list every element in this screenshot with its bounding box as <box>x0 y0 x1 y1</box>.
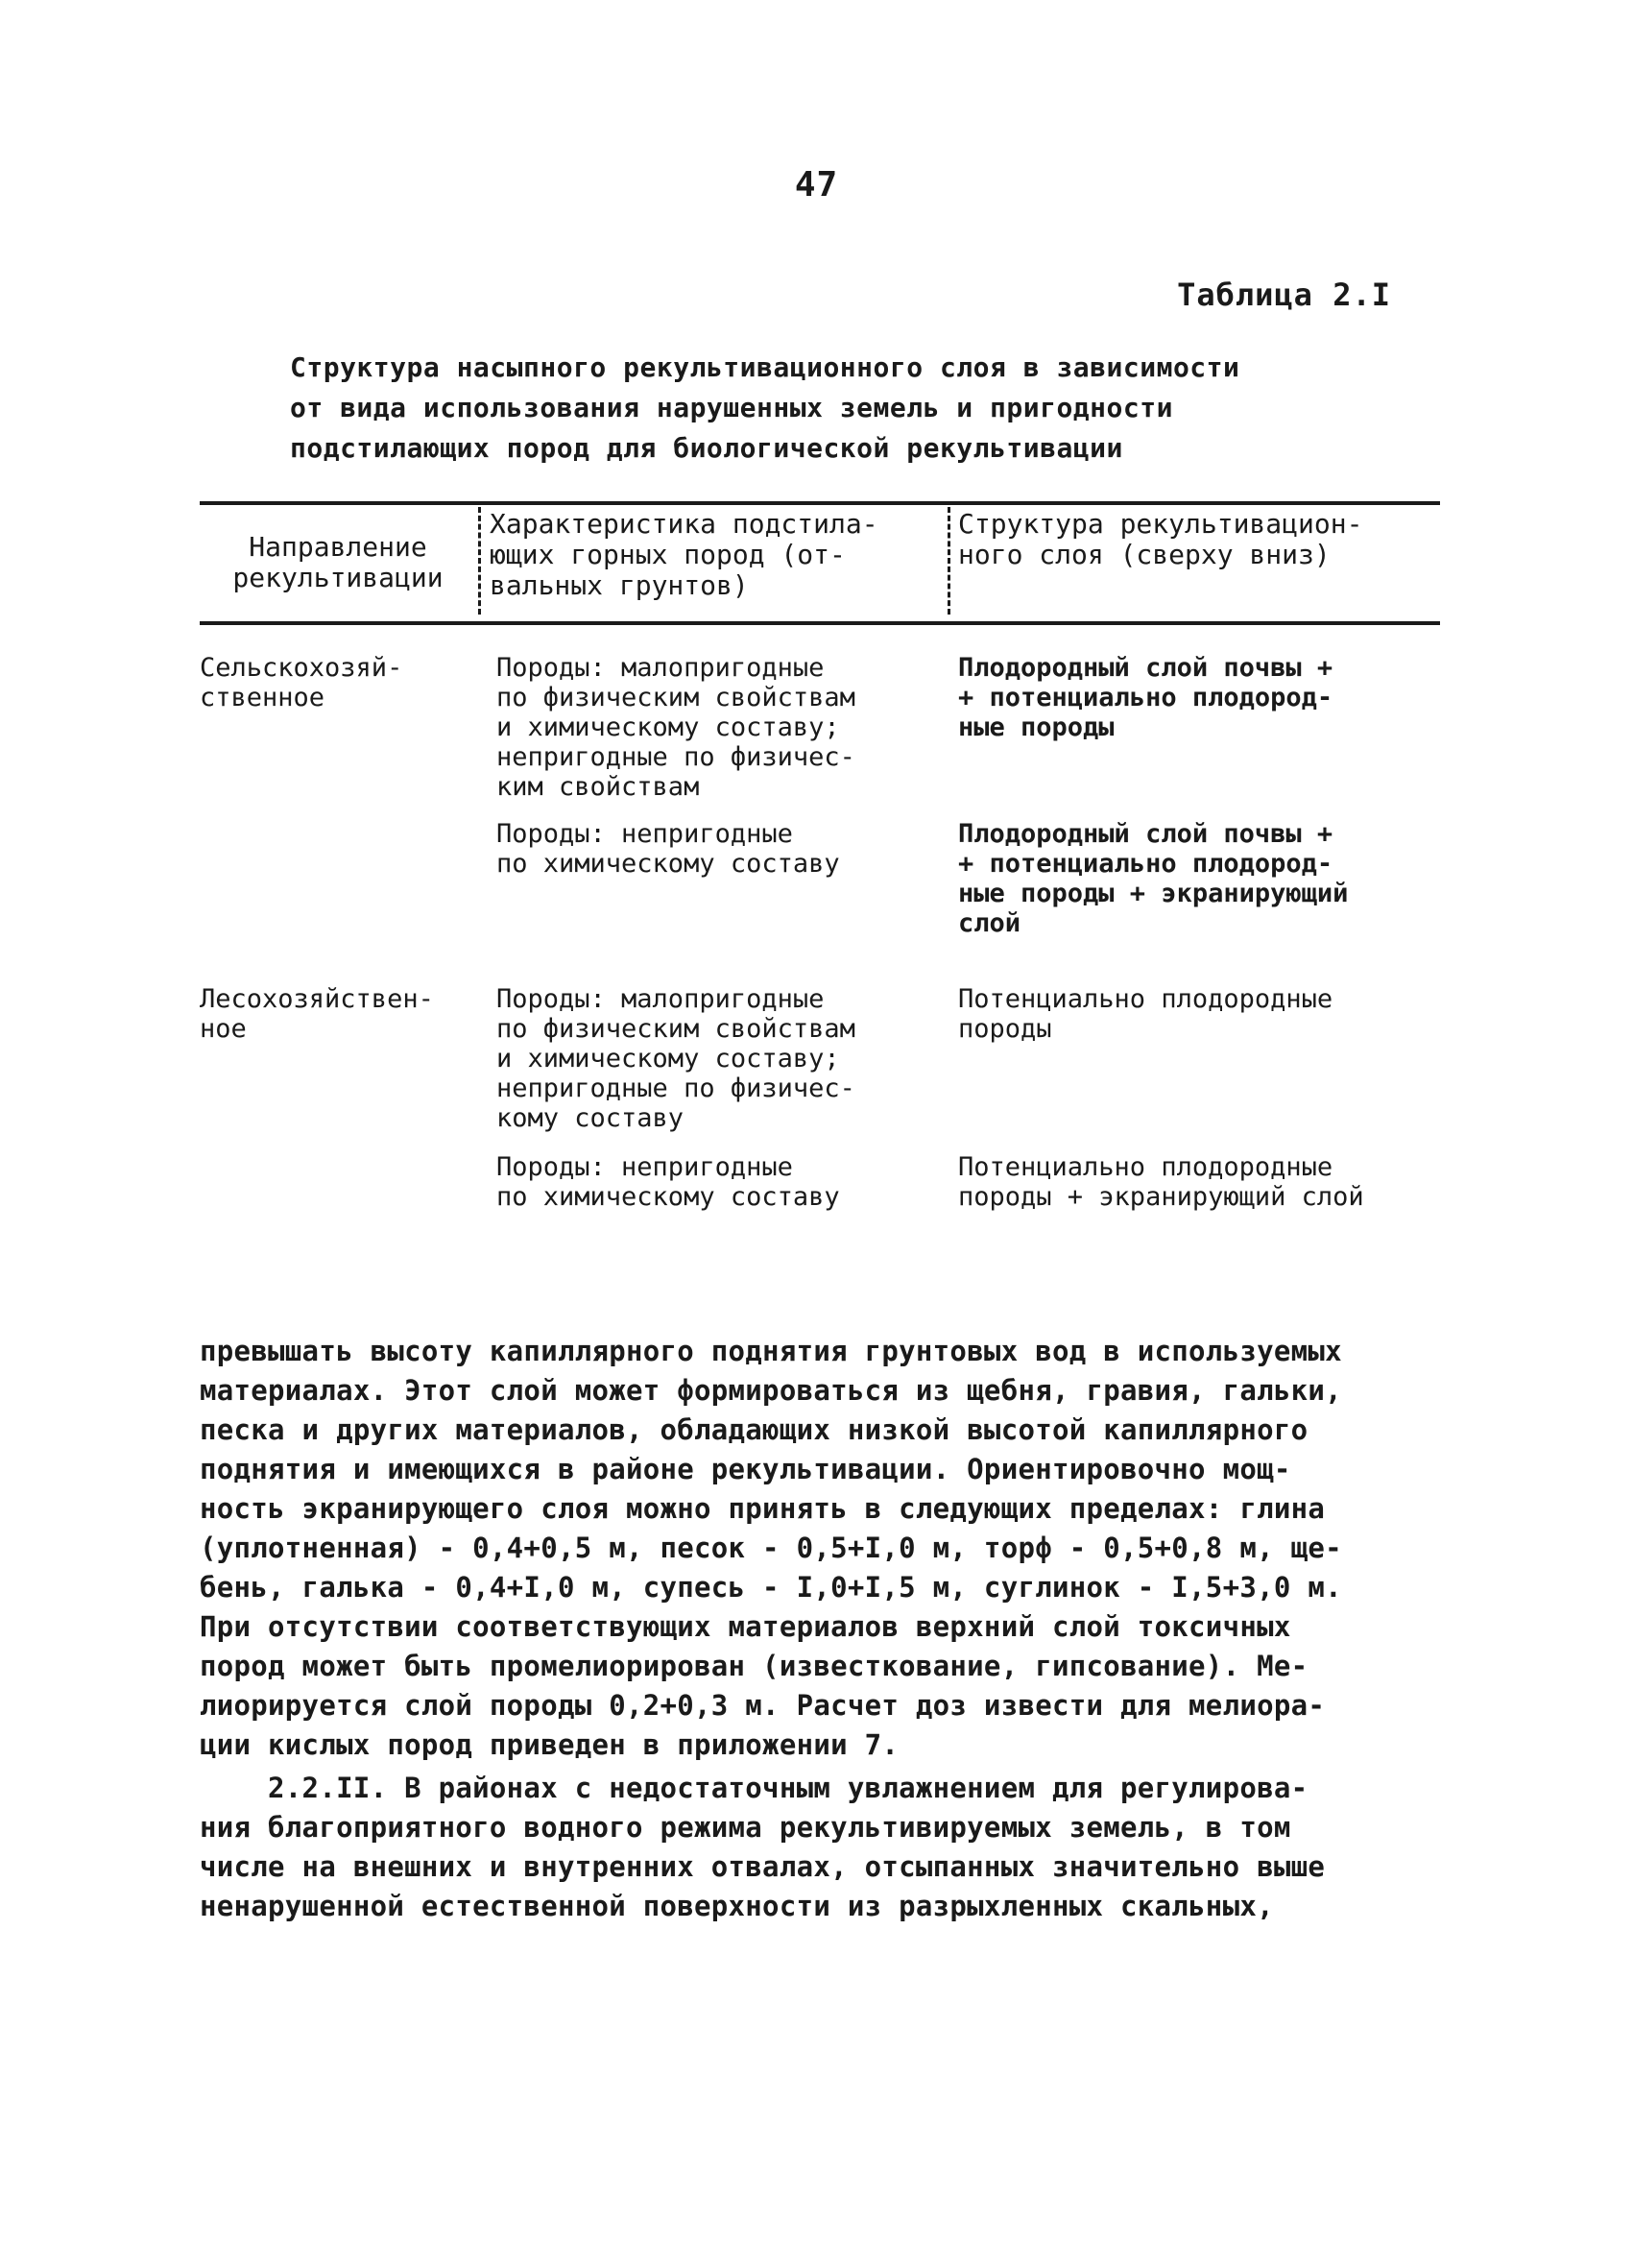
table-label: Таблица 2.I <box>1177 277 1391 313</box>
header-characteristic: Характеристика подстила- ющих горных пород (от- вальных грунтов) <box>490 508 878 601</box>
body-paragraph: 2.2.II. В районах с недостаточным увлажнением для регулирова- ния благоприятного водного режима рекультивируемых земель, в том числе на внешних и внутренних отвалах, отсыпанных значительно выше ненарушенной естественной поверхности из разрыхленных скальных, <box>200 1772 1326 1922</box>
table-cell-characteristic: Породы: малопригодные по физическим свойствам и химическому составу; непригодные по физичес- кому составу <box>496 984 855 1133</box>
table-cell-direction: Сельскохозяй- ственное <box>200 653 403 712</box>
header-direction: Направление рекультивации <box>232 531 444 593</box>
table-cell-structure: Потенциально плодородные породы + экранирующий слой <box>958 1152 1364 1212</box>
table-cell-structure: Потенциально плодородные породы <box>958 984 1333 1044</box>
table-caption: Структура насыпного рекультивационного слоя в зависимости от вида использования нарушенных земель и пригодности подстилающих пород для биологической рекультивации <box>290 351 1240 464</box>
table-header-rule <box>200 621 1440 625</box>
header-column-separator <box>478 507 481 615</box>
table-cell-structure: Плодородный слой почвы + + потенциально плодород- ные породы <box>958 653 1333 742</box>
table-cell-characteristic: Породы: непригодные по химическому составу <box>496 1152 840 1212</box>
table-cell-characteristic: Породы: малопригодные по физическим свойствам и химическому составу; непригодные по физичес- ким свойствам <box>496 653 855 802</box>
table-cell-direction: Лесохозяйствен- ное <box>200 984 434 1044</box>
table-cell-characteristic: Породы: непригодные по химическому составу <box>496 819 840 879</box>
table-top-rule <box>200 501 1440 505</box>
header-column-separator <box>948 507 950 615</box>
body-paragraph: превышать высоту капиллярного поднятия грунтовых вод в используемых материалах. Этот слой может формироваться из щебня, гравия, гальки, песка и других материалов, обладающих низкой высотой капиллярного поднятия и имеющихся в районе рекультивации. Ориентировочно мощ- ность экранирующего слоя можно принять в следующих пределах: глина (уплотненная) - 0,4+0,5 м, песок - 0,5+I,0 м, торф - 0,5+0,8 м, ще- бень, галька - 0,4+I,0 м, супесь - I,0+I,5 м, суглинок - I,5+3,0 м. При отсутствии соответствующих материалов верхний слой токсичных пород может быть промелиорирован (известкование, гипсование). Ме- лиорируется слой породы 0,2+0,3 м. Расчет доз извести для мелиора- ции кислых пород приведен в приложении 7. <box>200 1335 1342 1761</box>
header-structure: Структура рекультивацион- ного слоя (сверху вниз) <box>958 508 1363 570</box>
table-cell-structure: Плодородный слой почвы + + потенциально плодород- ные породы + экранирующий слой <box>958 819 1349 938</box>
page-number: 47 <box>794 165 839 205</box>
